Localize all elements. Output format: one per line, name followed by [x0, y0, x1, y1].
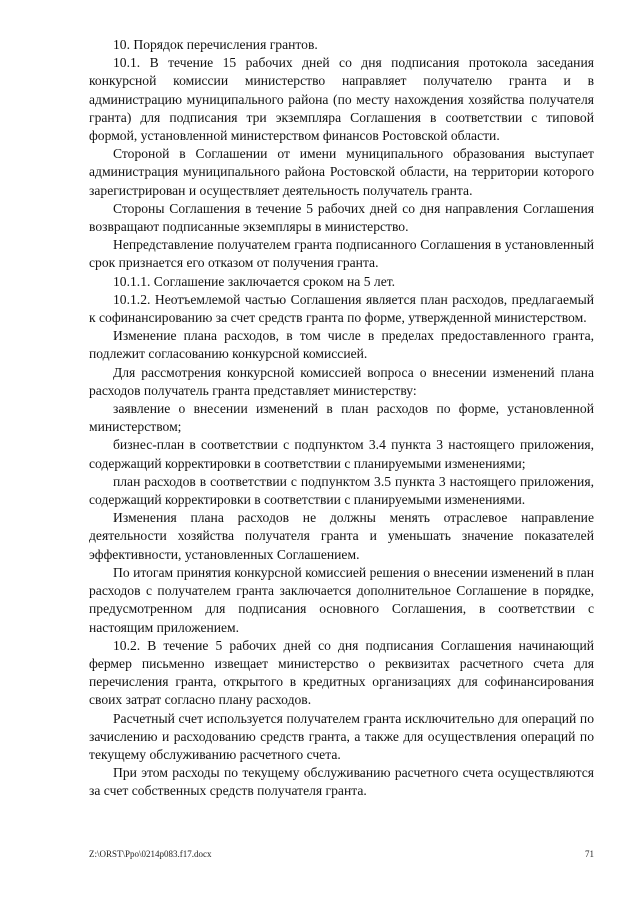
paragraph: бизнес-план в соответствии с подпунктом 3.4 пункта 3 настоящего приложения, содержащий корректировки в соответствии с планируемыми изменениями; — [89, 437, 594, 471]
footer-file-path: Z:\ORST\Ppo\0214p083.f17.docx — [89, 849, 212, 859]
paragraph: Изменения плана расходов не должны менять отраслевое направление деятельности хозяйства получателя гранта и уменьшать значение показателей эффективности, установленных Соглашением. — [89, 510, 594, 562]
paragraph: По итогам принятия конкурсной комиссией решения о внесении изменений в план расходов с получателем гранта заключается дополнительное Соглашение в порядке, предусмотренном для подписания основного Соглашения, в соответствии с настоящим приложением. — [89, 564, 594, 635]
paragraph: 10. Порядок перечисления грантов. — [113, 37, 318, 52]
paragraph: заявление о внесении изменений в план расходов по форме, установленной министерством; — [89, 401, 594, 435]
paragraph: Стороны Соглашения в течение 5 рабочих дней со дня направления Соглашения возвращают подписанные экземпляры в министерство. — [89, 200, 594, 235]
paragraph: При этом расходы по текущему обслуживанию расчетного счета осуществляются за счет собственных средств получателя гранта. — [89, 765, 594, 799]
paragraph: Непредставление получателем гранта подписанного Соглашения в установленный срок признается его отказом от получения гранта. — [89, 237, 594, 271]
paragraph: Изменение плана расходов, в том числе в пределах предоставленного гранта, подлежит согласованию конкурсной комиссией. — [89, 328, 594, 362]
paragraph: Стороной в Соглашении от имени муниципального образования выступает администрация муниципального района Ростовской области, на территории которого зарегистрирован и осуществляет деятельность получатель гранта. — [89, 146, 594, 198]
paragraph: план расходов в соответствии с подпунктом 3.5 пункта 3 настоящего приложения, содержащий корректировки в соответствии с планируемыми изменениями. — [89, 473, 594, 508]
paragraph: 10.1. В течение 15 рабочих дней со дня подписания протокола заседания конкурсной комиссии министерство направляет получателю гранта и в администрацию муниципального района (по месту нахождения хозяйства получателя гранта) для подписания три экземпляра Соглашения в соответствии с типовой формой, установленной министерством финансов Ростовской области. — [89, 55, 594, 144]
paragraph: Для рассмотрения конкурсной комиссией вопроса о внесении изменений плана расходов получатель гранта представляет министерству: — [89, 364, 594, 398]
paragraph: 10.2. В течение 5 рабочих дней со дня подписания Соглашения начинающий фермер письменно извещает министерство о реквизитах расчетного счета для перечисления гранта, открытого в кредитных организациях для софинансирования своих затрат согласно плану расходов. — [89, 637, 594, 708]
page-number: 71 — [585, 849, 594, 859]
paragraph: Расчетный счет используется получателем гранта исключительно для операций по зачислению и расходованию средств гранта, а также для осуществления операций по текущему обслуживанию расчетного счета. — [89, 710, 594, 762]
paragraph: 10.1.2. Неотъемлемой частью Соглашения является план расходов, предлагаемый к софинансированию за счет средств гранта по форме, утвержденной министерством. — [89, 291, 594, 326]
paragraph: 10.1.1. Соглашение заключается сроком на 5 лет. — [113, 273, 396, 289]
document-body — [89, 36, 594, 801]
